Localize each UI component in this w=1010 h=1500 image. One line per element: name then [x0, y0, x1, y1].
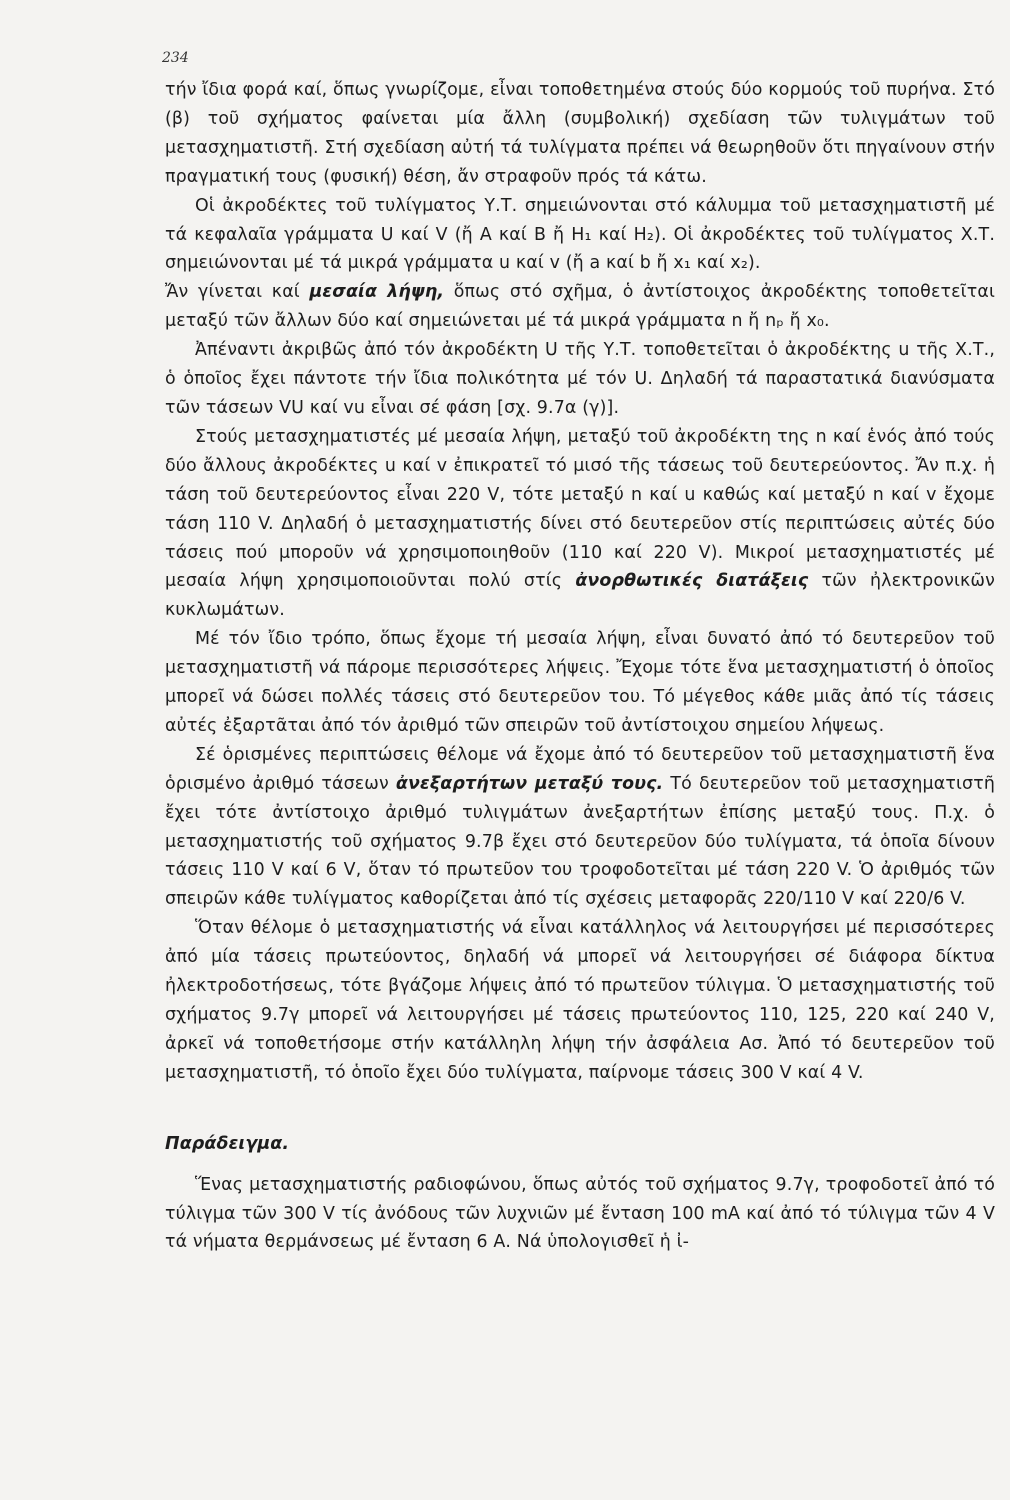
page-number: 234 — [162, 50, 189, 66]
example-text: Ἕνας μετασχηματιστής ραδιοφώνου, ὅπως αὐτός τοῦ σχήματος 9.7γ, τροφοδοτεῖ ἀπό τό τύλιγμα τῶν 300 V τίς ἀνόδους τῶν λυχνιῶν μέ ἔνταση 100 mA καί ἀπό τό τύλιγμα τῶν 4 V τά νήματα θερμάνσεως μέ ἔνταση 6 Α. Νά ὑπολογισθεῖ ἡ ἰ- — [165, 1174, 995, 1253]
paragraph-5-text-a: Στούς μετασχηματιστές μέ μεσαία λήψη, μεταξύ τοῦ ἀκροδέκτη της n καί ἑνός ἀπό τούς δύο ἄλλους ἀκροδέκτες u καί v ἐπικρατεῖ τό μισό τῆς τάσεως τοῦ δευτερεύοντος. Ἄν π.χ. ἡ τάση τοῦ δευτερεύοντος εἶναι 220 V, τότε μεταξύ n καί u καθώς καί μεταξύ n καί v ἔχομε τάση 110 V. Δηλαδή ὁ μετασχηματιστής δίνει στό δευτερεῦον στίς περιπτώσεις αὐτές δύο τάσεις πού μποροῦν νά χρησιμοποιηθοῦν (110 καί 220 V). Μικροί μετασχηματιστές μέ μεσαία λήψη χρησιμοποιοῦνται πολύ στίς — [165, 426, 995, 592]
emphasis-center-tap: μεσαία λήψη, — [309, 282, 445, 303]
paragraph-8: Ὅταν θέλομε ὁ μετασχηματιστής νά εἶναι κατάλληλος νά λειτουργήσει μέ περισσότερες ἀπό μία τάσεις πρωτεύοντος, δηλαδή νά μπορεῖ νά λειτουργήσει σέ διάφορα δίκτυα ἠλεκτροδοτήσεως, τότε βγάζομε λήψεις ἀπό τό πρωτεῦον τύλιγμα. Ὁ μετασχηματιστής τοῦ σχήματος 9.7γ μπορεῖ νά λειτουργήσει μέ τάσεις πρωτεύοντος 110, 125, 220 καί 240 V, ἀρκεῖ νά τοποθετήσομε στήν κατάλληλη λήψη τήν ἀσφάλεια Ασ. Ἀπό τό δευτερεῦον τοῦ μετασχηματιστῆ, τό ὁποῖο ἔχει δύο τυλίγματα, παίρνομε τάσεις 300 V καί 4 V. — [165, 918, 995, 1083]
paragraph-6: Μέ τόν ἴδιο τρόπο, ὅπως ἔχομε τή μεσαία λήψη, εἶναι δυνατό ἀπό τό δευτερεῦον τοῦ μετασχηματιστῆ νά πάρομε περισσότερες λήψεις. Ἔχομε τότε ἕνα μετασχηματιστή ὁ ὁποῖος μπορεῖ νά δώσει πολλές τάσεις στό δευτερεῦον του. Τό μέγεθος κάθε μιᾶς ἀπό τίς τάσεις αὐτές ἐξαρτᾶται ἀπό τόν ἀριθμό τῶν σπειρῶν τοῦ ἀντίστοιχου σημείου λήψεως. — [165, 629, 995, 736]
paragraph-7-text-b: Τό δευτερεῦον τοῦ μετασχηματιστῆ ἔχει τότε ἀντίστοιχο ἀριθμό τυλιγμάτων ἀνεξαρτήτων ἐπίσης μεταξύ τους. Π.χ. ὁ μετασχηματιστής τοῦ σχήματος 9.7β ἔχει στό δευτερεῦον δύο τυλίγματα, τά ὁποῖα δίνουν τάσεις 110 V καί 6 V, ὅταν τό πρωτεῦον του τροφοδοτεῖται μέ τάση 220 V. Ὁ ἀριθμός τῶν σπειρῶν κάθε τυλίγματος καθορίζεται ἀπό τίς σχέσεις μεταφορᾶς 220/110 V καί 220/6 V. — [165, 773, 996, 910]
paragraph-3-text-a: Ἄν γίνεται καί — [165, 282, 310, 303]
paragraph-5-text-b: τῶν ἠλεκτρονικῶν κυκλωμάτων. — [165, 571, 995, 621]
emphasis-rectifier: ἀνορθωτικές διατάξεις — [575, 571, 809, 592]
paragraph-5 — [165, 423, 995, 625]
paragraph-3 — [165, 278, 995, 336]
paragraph-4: Ἀπέναντι ἀκριβῶς ἀπό τόν ἀκροδέκτη U τῆς Υ.Τ. τοποθετεῖται ὁ ἀκροδέκτης u τῆς Χ.Τ., ὁ ὁποῖος ἔχει πάντοτε τήν ἴδια πολικότητα μέ τόν U. Δηλαδή τά παραστατικά διανύσματα τῶν τάσεων VU καί vu εἶναι σέ φάση [σχ. 9.7α (γ)]. — [165, 340, 995, 418]
paragraph-1: τήν ἴδια φορά καί, ὅπως γνωρίζομε, εἶναι τοποθετημένα στούς δύο κορμούς τοῦ πυρήνα. Στό (β) τοῦ σχήματος φαίνεται μία ἄλλη (συμβολική) σχεδίαση τῶν τυλιγμάτων τοῦ μετασχηματιστῆ. Στή σχεδίαση αὐτή τά τυλίγματα πρέπει νά θεωρηθοῦν ὅτι πηγαίνουν στήν πραγματική τους (φυσική) θέση, ἄν στραφοῦν πρός τά κάτω. — [165, 80, 995, 187]
paragraph-7 — [165, 741, 995, 914]
paragraph-7-text-a: Σέ ὁρισμένες περιπτώσεις θέλομε νά ἔχομε ἀπό τό δευτερεῦον τοῦ μετασχηματιστῆ ἕνα ὁρισμένο ἀριθμό τάσεων — [165, 744, 995, 794]
emphasis-independent: ἀνεξαρτήτων μεταξύ τους. — [395, 773, 664, 794]
paragraph-3-text-b: ὅπως στό σχῆμα, ὁ ἀντίστοιχος ἀκροδέκτης τοποθετεῖται μεταξύ τῶν ἄλλων δύο καί σημειώνεται μέ τά μικρά γράμματα n ἤ nₚ ἤ x₀. — [165, 282, 995, 332]
page-body — [165, 76, 995, 1257]
paragraph-2: Οἱ ἀκροδέκτες τοῦ τυλίγματος Υ.Τ. σημειώνονται στό κάλυμμα τοῦ μετασχηματιστῆ μέ τά κεφαλαῖα γράμματα U καί V (ἤ Α καί Β ἤ H₁ καί H₂). Οἱ ἀκροδέκτες τοῦ τυλίγματος Χ.Τ. σημειώνονται μέ τά μικρά γράμματα u καί v (ἤ a καί b ἤ x₁ καί x₂). — [165, 195, 995, 274]
example-heading: Παράδειγμα. — [165, 1133, 290, 1154]
